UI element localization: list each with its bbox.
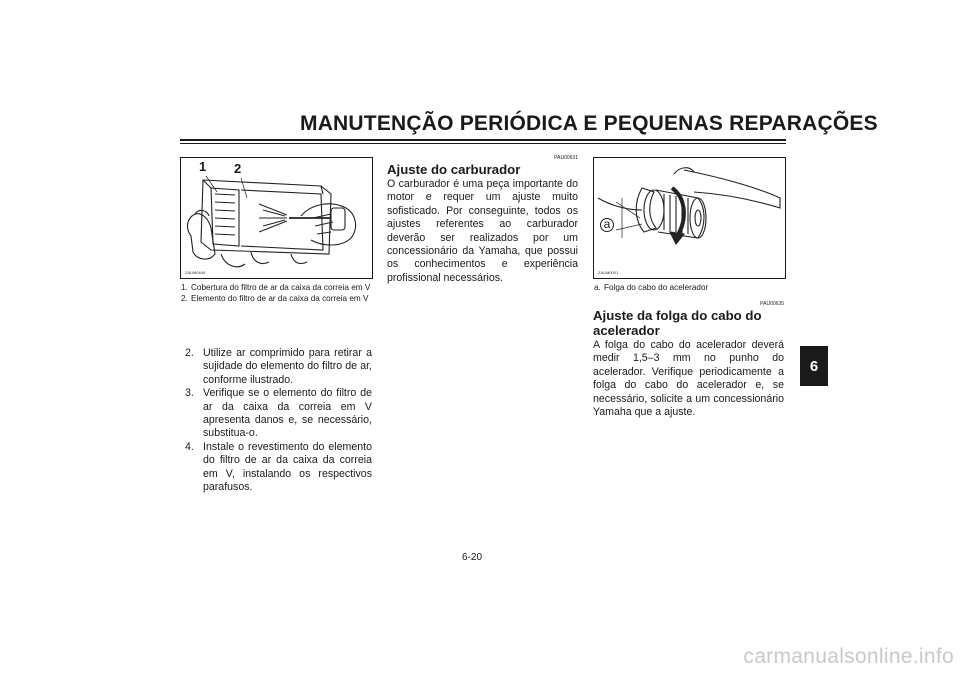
page-number: 6-20 — [462, 552, 483, 563]
throttle-figure — [593, 157, 786, 279]
air-filter-illustration — [181, 158, 372, 278]
page-header-title: MANUTENÇÃO PERIÓDICA E PEQUENAS REPARAÇÕES — [300, 112, 878, 135]
throttle-caption — [594, 283, 784, 294]
caption-item: a. Folga do cabo do acelerador — [594, 283, 709, 292]
caption-item: 1. Cobertura do filtro de ar da caixa da correia em V — [181, 283, 371, 292]
throttle-illustration — [594, 158, 785, 278]
procedure-step: 3. Verifique se o elemento do filtro de ar da caixa da correia em V apresenta danos e, se necessário, substitua-o. — [185, 387, 372, 440]
carburetor-section-title: Ajuste do carburador — [387, 162, 521, 177]
air-filter-figure — [180, 157, 373, 279]
carburetor-ref-code: PAU00631 — [554, 155, 578, 161]
figure-code: ZAUM0001 — [598, 270, 619, 275]
caption-item: 2. Elemento do filtro de ar da caixa da correia em V — [181, 293, 369, 303]
watermark: carmanualsonline.info — [743, 645, 954, 668]
header-rule-thin — [180, 143, 786, 144]
callout-1: 1 — [199, 159, 207, 174]
figure-code: ZAUM0449 — [185, 270, 206, 275]
procedure-steps — [185, 347, 372, 494]
throttle-section-body: A folga do cabo do acelerador deverá medir 1,5–3 mm no punho do acelerador. Verifique periodicamente a folga do cabo do acelerador e, se necessário, solicite a um concessionário Yamaha que a ajuste. — [593, 339, 784, 419]
chapter-tab[interactable]: 6 — [800, 346, 828, 386]
carburetor-section-body: O carburador é uma peça importante do motor e requer um ajuste muito sofisticado. Por conseguinte, todos os ajustes referentes ao carburador deverão ser realizados por um concessionário da Yamaha, que possui os conhecimentos e experiência profissional necessários. — [387, 178, 578, 284]
callout-2: 2 — [234, 161, 242, 176]
procedure-step: 4. Instale o revestimento do elemento do filtro de ar da caixa da correia em V, instalando os respectivos parafusos. — [185, 440, 372, 494]
throttle-section-title: Ajuste da folga do cabo do acelerador — [593, 308, 762, 338]
throttle-ref-code: PAU00635 — [760, 301, 784, 307]
header-rule — [180, 139, 786, 141]
callout-a: a — [600, 218, 614, 232]
procedure-step: 2. Utilize ar comprimido para retirar a sujidade do elemento do filtro de ar, conforme ilustrado. — [185, 347, 372, 386]
air-filter-caption — [181, 283, 371, 304]
